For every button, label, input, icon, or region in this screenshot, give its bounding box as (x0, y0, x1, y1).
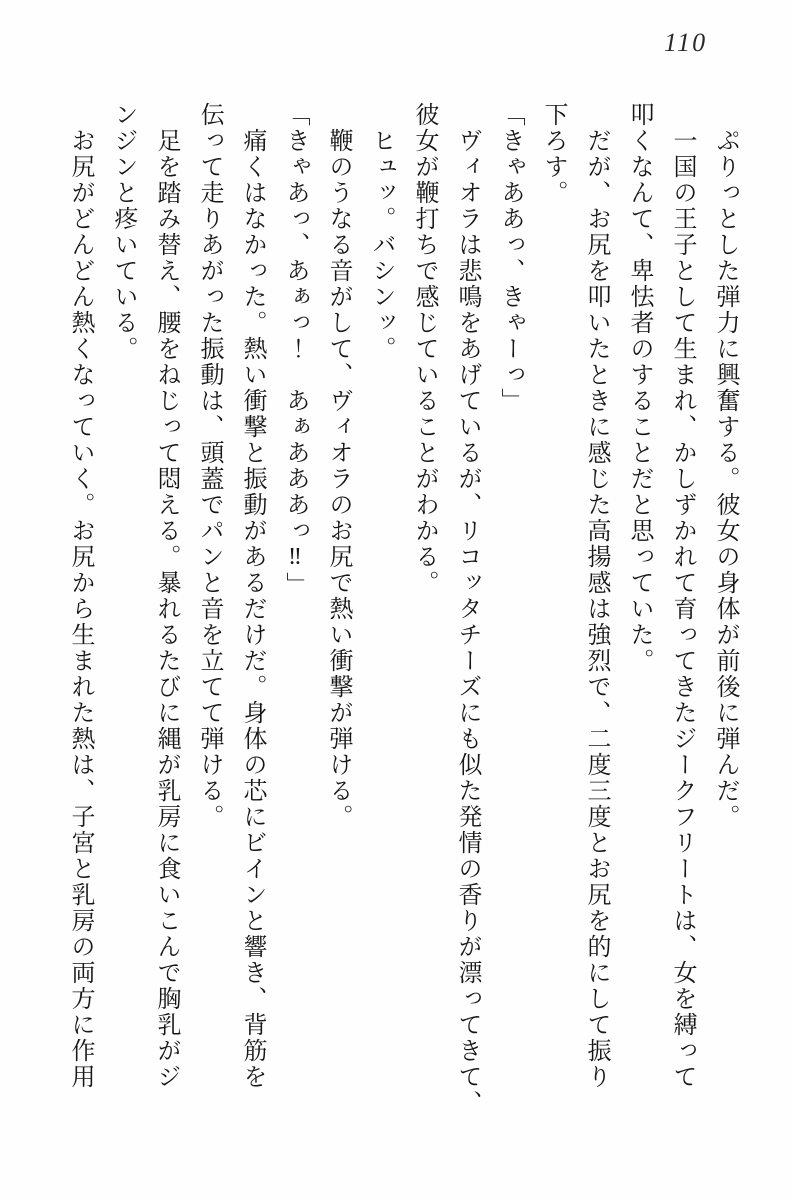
text-line: ぷりっとした弾力に興奮する。彼女の身体が前後に弾んだ。 (712, 102, 738, 830)
text-line: 「きゃあっ、あぁっ！ あぁあああっ‼」 (282, 102, 308, 598)
text-line: 叩くなんて、卑怯者のすることだと思っていた。 (626, 102, 652, 674)
text-line: 伝って走りあがった振動は、頭蓋でパンと音を立てて弾ける。 (196, 102, 222, 830)
text-line: ヴィオラは悲鳴をあげているが、リコッタチーズにも似た発情の香りが漂ってきて、 (454, 102, 480, 1116)
text-line: 一国の王子として生まれ、かしずかれて育ってきたジークフリートは、女を縛って (669, 102, 695, 1090)
text-line: お尻がどんどん熱くなっていく。お尻から生まれた熱は、子宮と乳房の両方に作用 (67, 102, 93, 1090)
text-block (58, 102, 746, 1198)
text-line: 「きゃああっ、きゃーっ」 (497, 102, 523, 414)
text-line: 下ろす。 (540, 102, 566, 206)
text-line: 足を踏み替え、腰をねじって悶える。暴れるたびに縄が乳房に食いこんで胸乳がジ (153, 102, 179, 1090)
text-line: 鞭のうなる音がして、ヴィオラのお尻で熱い衝撃が弾ける。 (325, 102, 351, 830)
text-line: ヒュッ。バシンッ。 (368, 102, 394, 362)
text-line: 痛くはなかった。熱い衝撃と振動があるだけだ。身体の芯にビインと響き、背筋を (239, 102, 265, 1090)
text-line: 彼女が鞭打ちで感じていることがわかる。 (411, 102, 437, 596)
text-line: だが、お尻を叩いたときに感じた高揚感は強烈で、二度三度とお尻を的にして振り (583, 102, 609, 1090)
page-number: 110 (664, 28, 708, 57)
text-line: ンジンと疼いている。 (110, 102, 136, 362)
